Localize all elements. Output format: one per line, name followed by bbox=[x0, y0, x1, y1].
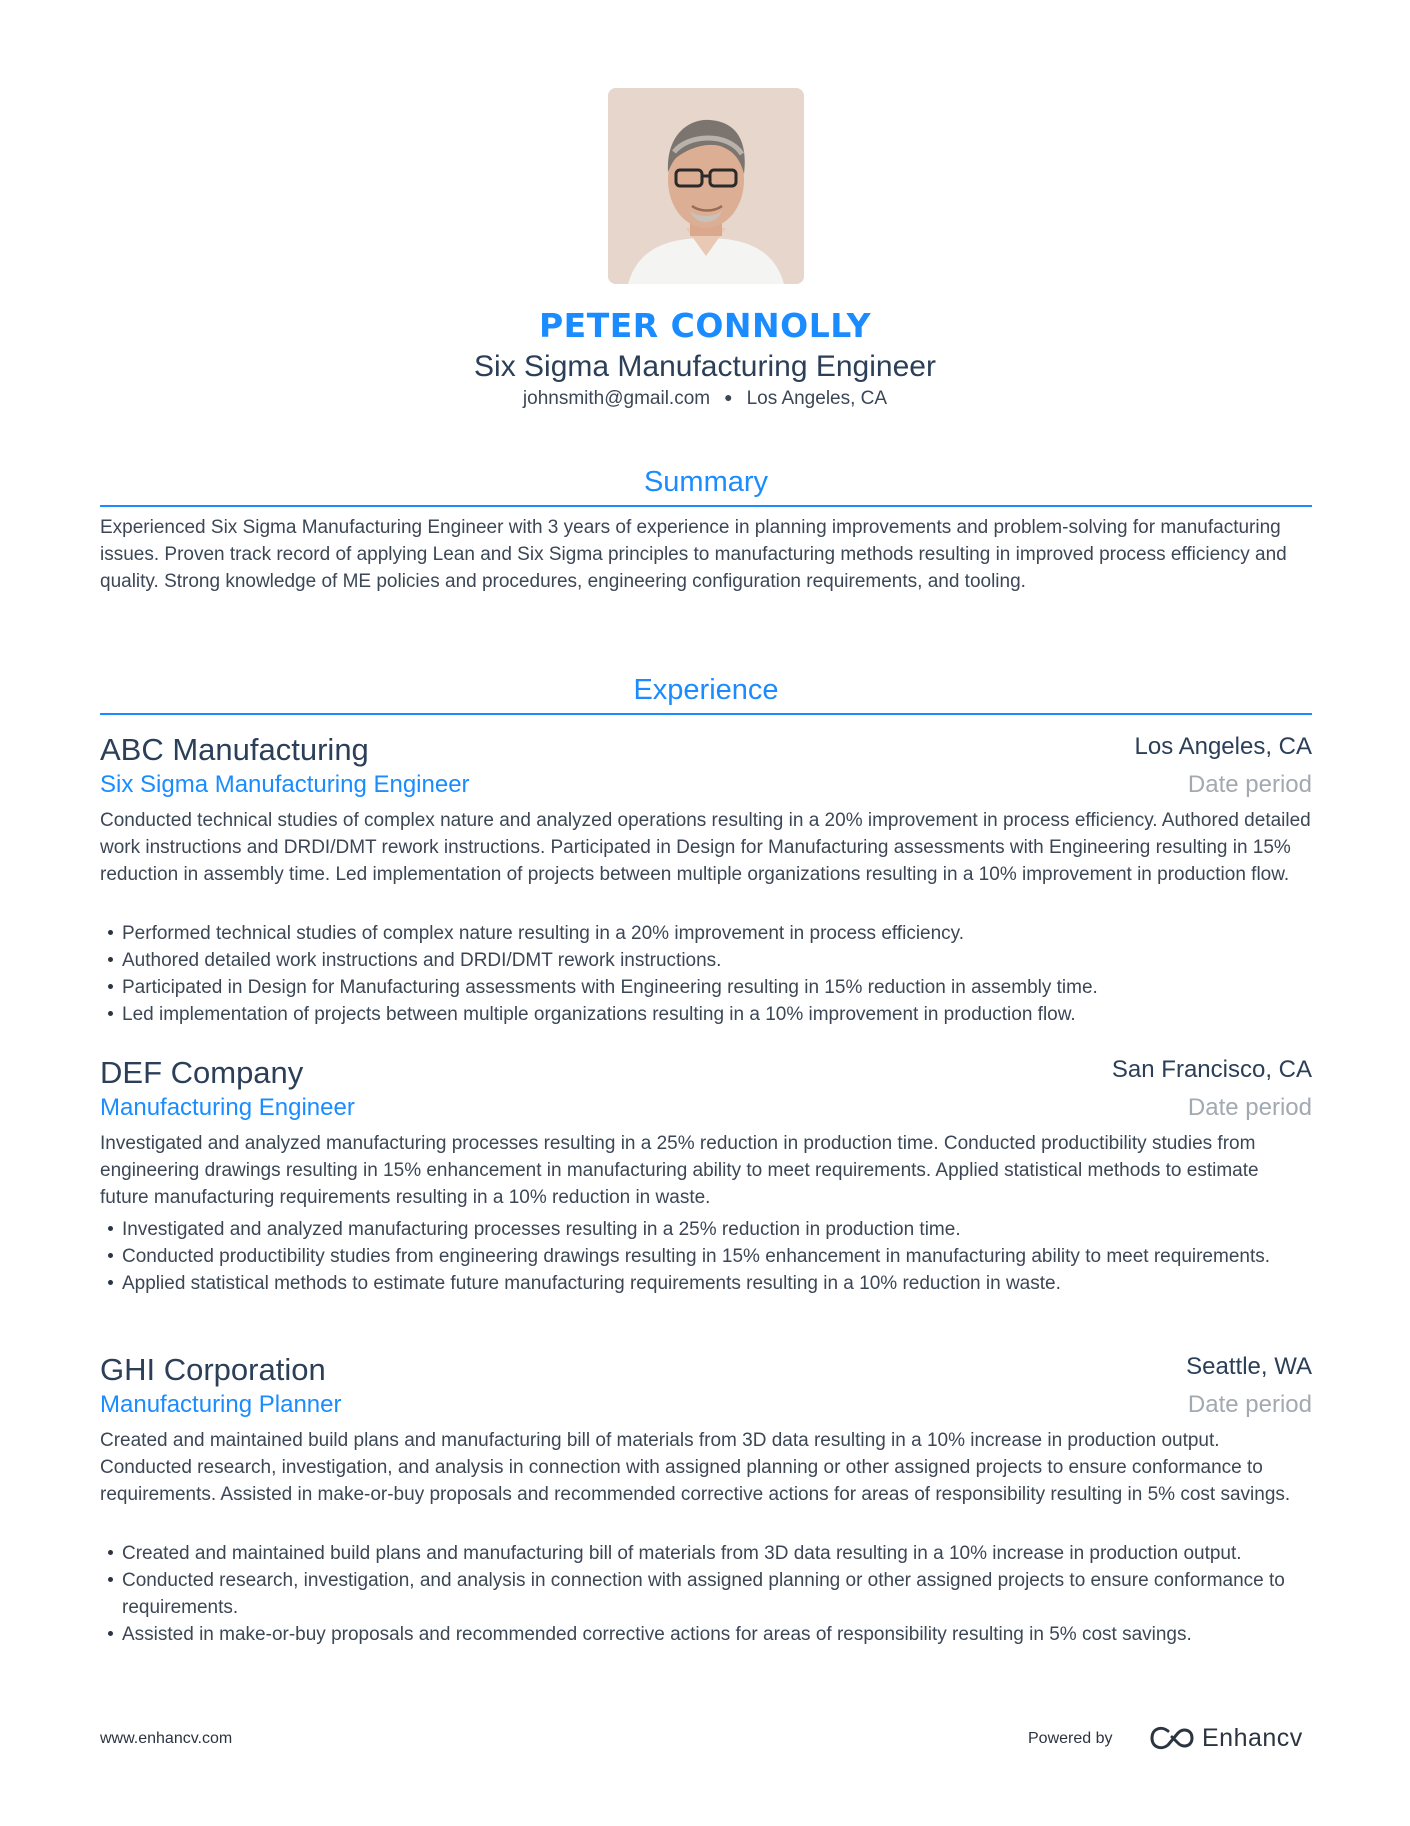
list-item: Participated in Design for Manufacturing assessments with Engineering resulting in 15% reduction in assembly time. bbox=[100, 974, 1312, 1001]
enhancv-logo-icon bbox=[1148, 1725, 1196, 1751]
list-item: Authored detailed work instructions and DRDI/DMT rework instructions. bbox=[100, 947, 1312, 974]
profile-photo bbox=[608, 88, 804, 284]
person-portrait-icon bbox=[608, 88, 804, 284]
job-role: Six Sigma Manufacturing Engineer bbox=[100, 771, 470, 798]
job-bullets bbox=[100, 1216, 1312, 1297]
job-description: Created and maintained build plans and manufacturing bill of materials from 3D data resulting in a 10% increase in production output. Conducted research, investigation, and analysis in connection with assigned planning or other assigned projects to ensure conformance to requirements. Assisted in make-or-buy proposals and recommended corrective actions for areas of responsibility resulting in 5% cost savings. bbox=[100, 1430, 1291, 1505]
list-item: Investigated and analyzed manufacturing processes resulting in a 25% reduction in production time. bbox=[100, 1216, 1312, 1243]
list-item: Conducted research, investigation, and analysis in connection with assigned planning or other assigned projects to ensure conformance to requirements. bbox=[100, 1567, 1312, 1621]
job-role: Manufacturing Engineer bbox=[100, 1094, 355, 1121]
candidate-name: PETER CONNOLLY bbox=[538, 306, 872, 345]
job-date: Date period bbox=[1187, 1094, 1312, 1121]
job-company: DEF Company bbox=[100, 1055, 304, 1090]
job-location: San Francisco, CA bbox=[1111, 1056, 1312, 1083]
job-date: Date period bbox=[1187, 771, 1312, 798]
footer-url-link[interactable]: www.enhancv.com bbox=[100, 1730, 233, 1747]
footer-powered-by: Powered by bbox=[1028, 1730, 1113, 1747]
list-item: Assisted in make-or-buy proposals and recommended corrective actions for areas of responsibility resulting in 5% cost savings. bbox=[100, 1621, 1312, 1648]
list-item: Created and maintained build plans and manufacturing bill of materials from 3D data resulting in a 10% increase in production output. bbox=[100, 1540, 1312, 1567]
list-item: Applied statistical methods to estimate future manufacturing requirements resulting in a 10% reduction in waste. bbox=[100, 1270, 1312, 1297]
contact-location: Los Angeles, CA bbox=[746, 388, 888, 409]
job-company: ABC Manufacturing bbox=[100, 732, 369, 767]
job-date: Date period bbox=[1187, 1391, 1312, 1418]
candidate-title: Six Sigma Manufacturing Engineer bbox=[474, 350, 936, 383]
job-bullets bbox=[100, 1540, 1312, 1648]
list-item: Led implementation of projects between multiple organizations resulting in a 10% improvement in production flow. bbox=[100, 1001, 1312, 1028]
job-role: Manufacturing Planner bbox=[100, 1391, 342, 1418]
list-item: Conducted productibility studies from engineering drawings resulting in 15% enhancement in manufacturing ability to meet requirements. bbox=[100, 1243, 1312, 1270]
email-link[interactable]: johnsmith@gmail.com bbox=[522, 388, 711, 409]
job-location: Los Angeles, CA bbox=[1134, 733, 1312, 760]
enhancv-logo[interactable] bbox=[1148, 1722, 1303, 1754]
job-description: Conducted technical studies of complex nature and analyzed operations resulting in a 20% improvement in process efficiency. Authored detailed work instructions and DRDI/DMT rework instructions. Participated in Design for Manufacturing assessments with Engineering resulting in 15% reduction in assembly time. Led implementation of projects between multiple organizations resulting in a 10% improvement in production flow. bbox=[100, 810, 1311, 885]
separator-dot-icon: ● bbox=[724, 389, 733, 405]
summary-heading: Summary bbox=[100, 466, 1312, 507]
experience-heading: Experience bbox=[100, 674, 1312, 715]
job-company: GHI Corporation bbox=[100, 1352, 326, 1387]
job-description: Investigated and analyzed manufacturing processes resulting in a 25% reduction in production time. Conducted productibility studies from engineering drawings resulting in 15% enhancement in manufacturing ability to meet requirements. Applied statistical methods to estimate future manufacturing requirements resulting in a 10% reduction in waste. bbox=[100, 1133, 1259, 1208]
job-location: Seattle, WA bbox=[1186, 1353, 1312, 1380]
list-item: Performed technical studies of complex nature resulting in a 20% improvement in process efficiency. bbox=[100, 920, 1312, 947]
contact-line bbox=[0, 388, 1410, 410]
summary-text: Experienced Six Sigma Manufacturing Engineer with 3 years of experience in planning improvements and problem-solving for manufacturing issues. Proven track record of applying Lean and Six Sigma principles to manufacturing methods resulting in improved process efficiency and quality. Strong knowledge of ME policies and procedures, engineering configuration requirements, and tooling. bbox=[100, 517, 1287, 592]
enhancv-logo-text: Enhancv bbox=[1202, 1723, 1303, 1752]
job-bullets bbox=[100, 920, 1312, 1028]
